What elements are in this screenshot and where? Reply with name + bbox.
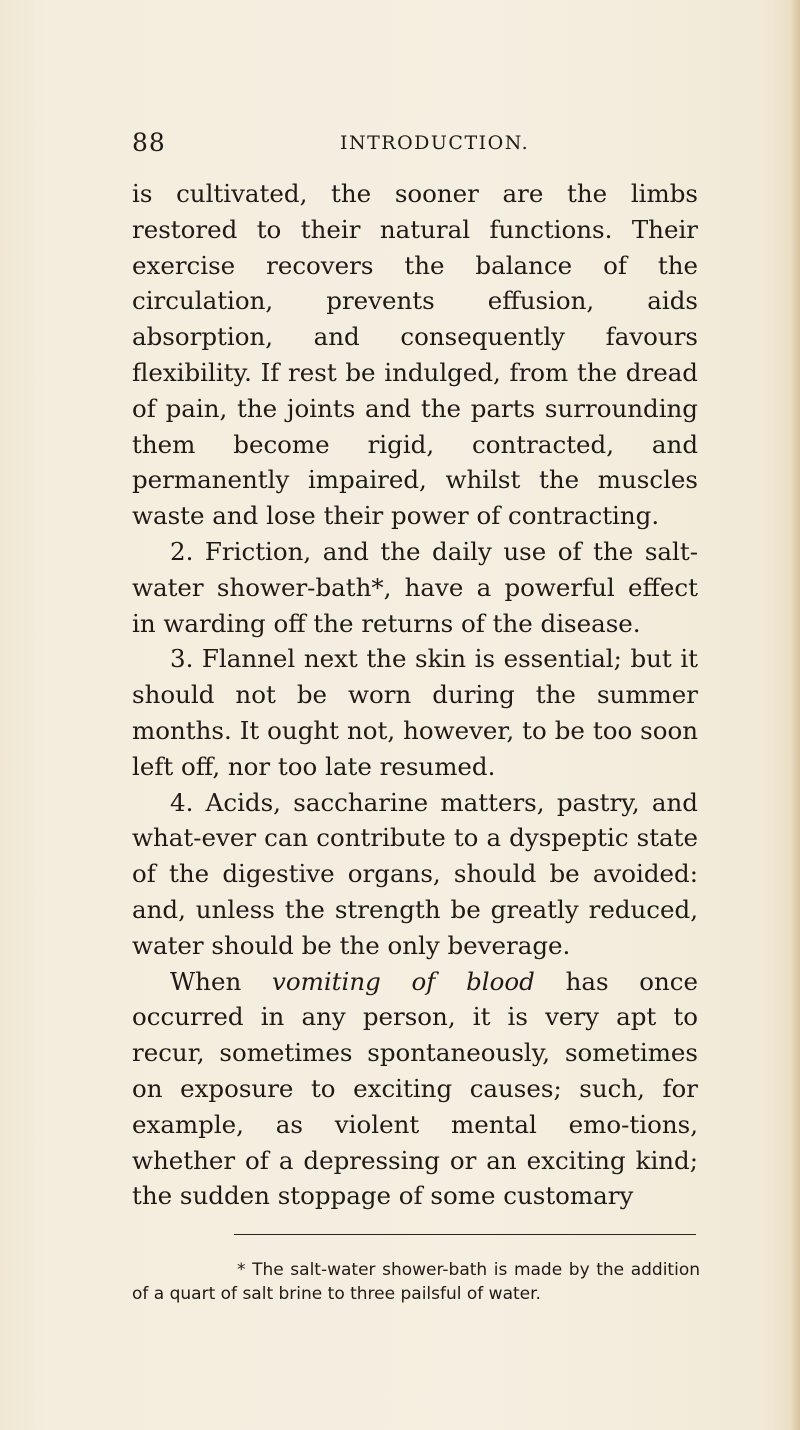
- footnote-text: * The salt-water shower-bath is made by the addition of a quart of salt brine to three pailsful of water.: [132, 1260, 700, 1304]
- page-header: [132, 128, 692, 164]
- paragraph-5-italic: vomiting of blood: [272, 966, 535, 996]
- paragraph-1: is cultivated, the sooner are the limbs restored to their natural functions. Their exercise recovers the balance of the circulation, prevents effusion, aids absorption, and consequently favours flexibility. If rest be indulged, from the dread of pain, the joints and the parts surrounding them become rigid, contracted, and permanently impaired, whilst the muscles waste and lose their power of contracting.: [132, 179, 698, 531]
- paragraph-5: [132, 964, 698, 1215]
- footnote: [132, 1258, 700, 1306]
- paragraph-4: 4. Acids, saccharine matters, pastry, and what-ever can contribute to a dyspeptic state of the digestive organs, should be avoided: and, unless the strength be greatly reduced, water should be the only beverage.: [132, 787, 698, 960]
- footnote-divider: [234, 1234, 696, 1235]
- running-head: INTRODUCTION.: [340, 132, 530, 154]
- body-text: [132, 176, 698, 1214]
- paragraph-3: 3. Flannel next the skin is essential; but it should not be worn during the summer months. It ought not, however, to be too soon left off, nor too late resumed.: [132, 644, 698, 781]
- paragraph-2: 2. Friction, and the daily use of the salt-water shower-bath*, have a powerful effect in warding off the returns of the disease.: [132, 536, 698, 638]
- page-number: 88: [132, 128, 166, 157]
- paragraph-5-rest: has once occurred in any person, it is very apt to recur, sometimes spontaneously, sometimes on exposure to exciting causes; such, for example, as violent mental emo-tions, whether of a depressing or an exciting kind; the sudden stoppage of some customary: [132, 966, 699, 1211]
- page-edge-shadow: [790, 0, 800, 1430]
- paragraph-5-start: When: [170, 966, 242, 996]
